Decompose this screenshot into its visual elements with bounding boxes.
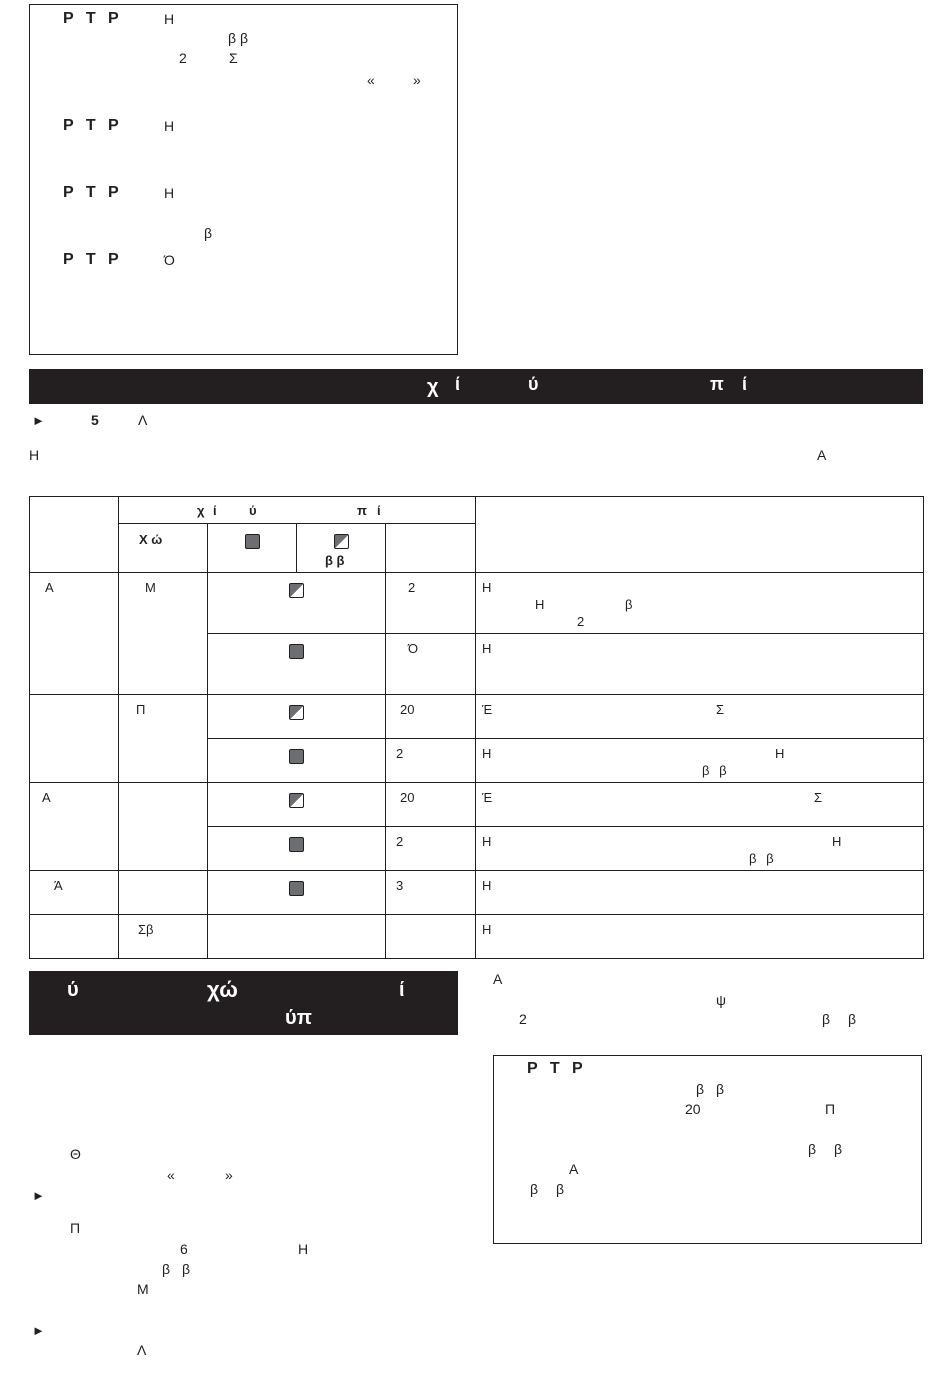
heading-text: χώ	[207, 977, 238, 1002]
body-text: Π	[70, 1220, 81, 1236]
full-icon	[245, 534, 260, 549]
heading-text: ί	[399, 979, 405, 1001]
table-cell: Η	[476, 871, 924, 915]
note-text: 20	[685, 1101, 701, 1117]
half-icon	[289, 793, 304, 808]
body-text: Η	[29, 447, 40, 463]
note-text: Η	[164, 185, 175, 201]
ptp-tag: P T P	[63, 184, 123, 201]
heading-text: ί	[455, 374, 461, 394]
table-cell	[208, 827, 386, 871]
table-cell	[208, 634, 386, 695]
table-cell	[119, 783, 208, 871]
header-text: π	[357, 503, 367, 518]
half-icon	[334, 534, 349, 549]
body-text: Λ	[138, 412, 148, 428]
table-cell: Ό	[386, 634, 476, 695]
cell-text: Η	[535, 597, 545, 612]
table-cell	[208, 871, 386, 915]
cell-text: Η	[482, 580, 492, 595]
heading-text: π	[710, 374, 724, 394]
full-icon	[289, 644, 304, 659]
header-text: β β	[325, 553, 345, 569]
header-text: ί	[213, 503, 217, 518]
heading-text: ύπ	[285, 1007, 312, 1029]
full-icon	[289, 837, 304, 852]
note-text: Η	[164, 11, 175, 27]
body-text: Α	[817, 447, 827, 463]
note-text: β	[204, 225, 213, 241]
table-cell	[386, 915, 476, 959]
table-cell: Η	[476, 915, 924, 959]
figure-number: 5	[91, 412, 99, 428]
cell-text: Σ	[716, 702, 725, 717]
cell-text: Η	[482, 746, 492, 761]
note-text: β β	[228, 30, 248, 46]
ptp-tag: P T P	[63, 117, 123, 134]
table-cell	[476, 783, 924, 827]
table-cell: Η	[476, 634, 924, 695]
arrow-bullet: ►	[32, 413, 45, 428]
body-text: «	[167, 1167, 175, 1183]
ptp-tag: P T P	[63, 10, 123, 27]
note-text: Η	[164, 118, 175, 134]
section-heading-bar	[29, 369, 923, 404]
table-cell: 20	[386, 783, 476, 827]
note-text: Σ	[229, 50, 238, 66]
table-cell: 20	[386, 695, 476, 739]
note-box-top	[29, 4, 458, 355]
full-icon	[289, 749, 304, 764]
table-cell: Σβ	[119, 915, 208, 959]
table-cell	[208, 573, 386, 634]
note-text: »	[413, 72, 421, 88]
half-icon	[289, 705, 304, 720]
table-header-cell	[386, 524, 476, 573]
body-text: »	[225, 1167, 233, 1183]
body-text: 6	[180, 1241, 188, 1257]
table-cell: Π	[119, 695, 208, 783]
heading-text: ύ	[528, 374, 539, 394]
header-text: Χ ώ	[139, 532, 163, 547]
arrow-bullet: ►	[32, 1323, 45, 1338]
ptp-tag: P T P	[63, 251, 123, 268]
cell-text: Έ	[482, 702, 493, 717]
note-text: β β	[530, 1181, 564, 1197]
table-cell: Μ	[119, 573, 208, 695]
table-header-cell	[476, 497, 924, 573]
arrow-bullet: ►	[32, 1188, 45, 1203]
body-text: Θ	[70, 1146, 81, 1162]
header-text: ί	[377, 503, 381, 518]
section-heading-bar	[29, 971, 458, 1035]
cell-text: Σ	[814, 790, 823, 805]
cell-text: β β	[702, 763, 727, 778]
table-group-header	[119, 497, 476, 524]
body-text: 2	[519, 1011, 527, 1027]
table-cell: 2	[386, 573, 476, 634]
table-header-cell	[30, 497, 119, 573]
cell-text: β β	[749, 851, 774, 866]
note-text: Π	[825, 1101, 836, 1117]
table-cell: Α	[30, 783, 119, 871]
table-header-cell	[297, 524, 386, 573]
table-cell	[119, 871, 208, 915]
table-cell	[476, 695, 924, 739]
body-text: Α	[493, 971, 503, 987]
note-text: β β	[696, 1081, 724, 1097]
note-text: β β	[808, 1141, 842, 1157]
heading-text: χ	[427, 376, 439, 398]
table-cell	[476, 739, 924, 783]
heading-text: ί	[742, 374, 748, 394]
full-icon	[289, 881, 304, 896]
table-cell	[208, 739, 386, 783]
header-text: χ	[197, 503, 205, 518]
body-text: Η	[298, 1241, 309, 1257]
note-box-right	[493, 1055, 922, 1244]
body-text: β β	[162, 1261, 190, 1277]
heading-text: ύ	[67, 979, 79, 1001]
body-text: Μ	[137, 1281, 149, 1297]
table-cell	[476, 573, 924, 634]
note-text: Ό	[164, 252, 175, 268]
cell-text: β	[625, 597, 633, 612]
table-cell: 2	[386, 739, 476, 783]
table-cell	[30, 695, 119, 783]
cell-text: 2	[577, 614, 585, 629]
cell-text: Η	[775, 746, 785, 761]
specification-table	[29, 496, 924, 959]
cell-text: Η	[482, 834, 492, 849]
header-text: ύ	[249, 503, 257, 518]
note-text: Α	[569, 1161, 579, 1177]
table-cell: Ά	[30, 871, 119, 915]
body-text: ψ	[716, 992, 726, 1008]
table-cell	[30, 915, 119, 959]
table-cell: Α	[30, 573, 119, 695]
note-text: «	[367, 72, 375, 88]
table-cell	[476, 827, 924, 871]
table-cell	[208, 783, 386, 827]
table-cell: 2	[386, 827, 476, 871]
table-cell: 3	[386, 871, 476, 915]
note-text: 2	[179, 50, 187, 66]
table-cell	[208, 695, 386, 739]
table-header-cell	[208, 524, 297, 573]
table-header-cell	[119, 524, 208, 573]
half-icon	[289, 583, 304, 598]
cell-text: Έ	[482, 790, 493, 805]
table-cell	[208, 915, 386, 959]
body-text: Λ	[137, 1342, 147, 1358]
cell-text: Η	[832, 834, 842, 849]
body-text: β β	[822, 1011, 856, 1027]
ptp-tag: P T P	[527, 1060, 587, 1077]
